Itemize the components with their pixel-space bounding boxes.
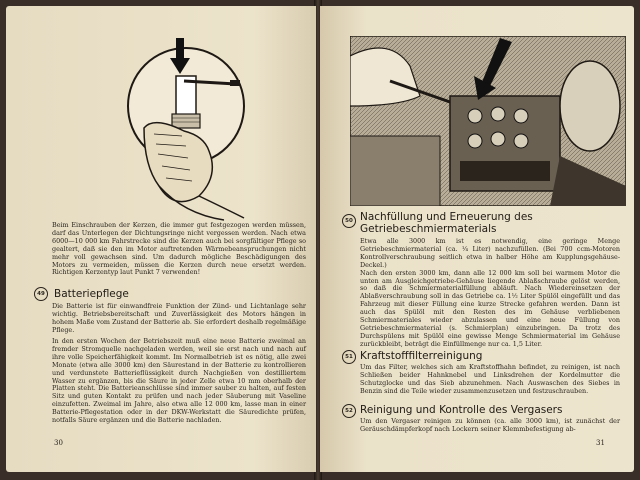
battery-paragraph-2: In den ersten Wochen der Betriebszeit muß eine neue Batterie zweimal an fremder Stromquelle nachgeladen werden, weil sie erst nach und nach auf ihre volle Speicherfähigkeit kommt. Im Normalbetrieb ist es nötig, alle zwei Monate (etwa alle 3000 km) den Säurestand in der Batterie zu kontrollieren und verdunstete Batterieflüssigkeit durch Nachgießen von destilliertem Wasser zu ergänzen, bis die Säure in jeder Zelle etwa 10 mm oberhalb der Platten steht. Die Batterieanschlüsse sind immer sauber zu halten, auf festen Sitz und guten Kontakt zu prüfen und nach jeder Säuberung mit Vaseline einzufetten. Zweimal im Jahre, also etwa alle 12 000 km, lasse man in einer Batterie-Pflegestation oder in der DKW-Werkstatt die Säuredichte prüfen, notfalls Säure ergänzen und die Batterie nachladen. bbox=[52, 337, 306, 425]
spark-plug-illustration bbox=[124, 36, 264, 221]
page-number-right: 31 bbox=[596, 439, 605, 447]
kraftstofffilter-paragraph: Um das Filter, welches sich am Kraftstoffhahn befindet, zu reinigen, ist nach Schließen beider Hahnknebel und Linksdrehen der Kordelmutter die Schutzglocke und das Sieb abzunehmen. Nach Auswaschen des Siebes in Benzin sind die Teile wieder zusammenzusetzen und festzuschrauben. bbox=[360, 363, 620, 395]
left-page bbox=[6, 6, 316, 472]
section-number-51: 51 bbox=[342, 350, 356, 364]
section-title-getriebe: Nachfüllung und Erneuerung des Getriebeschmiermaterials bbox=[360, 211, 533, 235]
right-page bbox=[320, 6, 634, 472]
vergaser-paragraph: Um den Vergaser reinigen zu können (ca. alle 3000 km), ist zunächst der Geräuschdämpferkopf nach Lockern seiner Klemmbefestigung ab- bbox=[360, 417, 620, 433]
section-number-49: 49 bbox=[34, 287, 48, 301]
battery-paragraph-1: Die Batterie ist für einwandfreie Funktion der Zünd- und Lichtanlage sehr wichtig. Betriebsbereitschaft und Zuverlässigkeit des Motors hängen in hohem Maße vom Zustand der Batterie ab. Sie erfordert deshalb regelmäßige Pflege. bbox=[52, 302, 306, 334]
page-number-left: 30 bbox=[54, 439, 63, 447]
section-number-52: 52 bbox=[342, 404, 356, 418]
intro-paragraph: Beim Einschrauben der Kerzen, die immer gut festgezogen werden müssen, darf das Unterlegen der Dichtungsringe nicht vergessen werden. Nach etwa 6000—10 000 km Fahrstrecke sind die Kerzen auch bei sorgfältiger Pflege so gealtert, daß sie den im Motor auftretenden Wärmebeanspruchungen nicht mehr voll gewachsen sind. Um dadurch mögliche Beschädigungen des Motors zu vermeiden, müssen die Kerzen durch neue ersetzt werden. Richtigen Kerzentyp laut Punkt 7 verwenden! bbox=[52, 221, 306, 277]
section-title-vergaser: Reinigung und Kontrolle des Vergasers bbox=[360, 404, 563, 416]
getriebe-paragraph: Etwa alle 3000 km ist es notwendig, eine geringe Menge Getriebeschmiermaterial (ca. ¼ Liter) nachzufüllen. (Bei 700 ccm-Motoren Kontrollverschraubung seitlich etwa in halber Höhe am Kupplungsgehäuse-Deckel.) Nach den ersten 3000 km, dann alle 12 000 km soll bei warmem Motor die unten am Ausgleichgetriebe-Gehäuse liegende Ablaßschraube gelöst werden, so daß die Schmiermaterialfüllung abläuft. Nach Wiedereinsetzen der Ablaßverschraubung soll in das Getriebe ca. 1½ Liter Spülöl eingefüllt und das Fahrzeug mit dieser Füllung eine kurze Strecke gefahren werden. Dann ist auch das Spülöl mit den Resten des im Gehäuse verbliebenen Schmiermateriales wieder abzulassen und eine neue Füllung von Getriebeschmiermaterial (s. Schmierplan) einzubringen. Da trotz des Durchspülens mit Spülöl eine gewisse Menge Schmiermaterial im Gehäuse zurückbleibt, beträgt die Einfüllmenge nur ca. 1,5 Liter. bbox=[360, 237, 620, 348]
engine-illustration bbox=[350, 36, 626, 206]
section-title-kraftstofffilter: Kraftstofffilterreinigung bbox=[360, 350, 483, 362]
section-title-batteriepflege: Batteriepflege bbox=[54, 288, 129, 300]
section-number-50: 50 bbox=[342, 214, 356, 228]
